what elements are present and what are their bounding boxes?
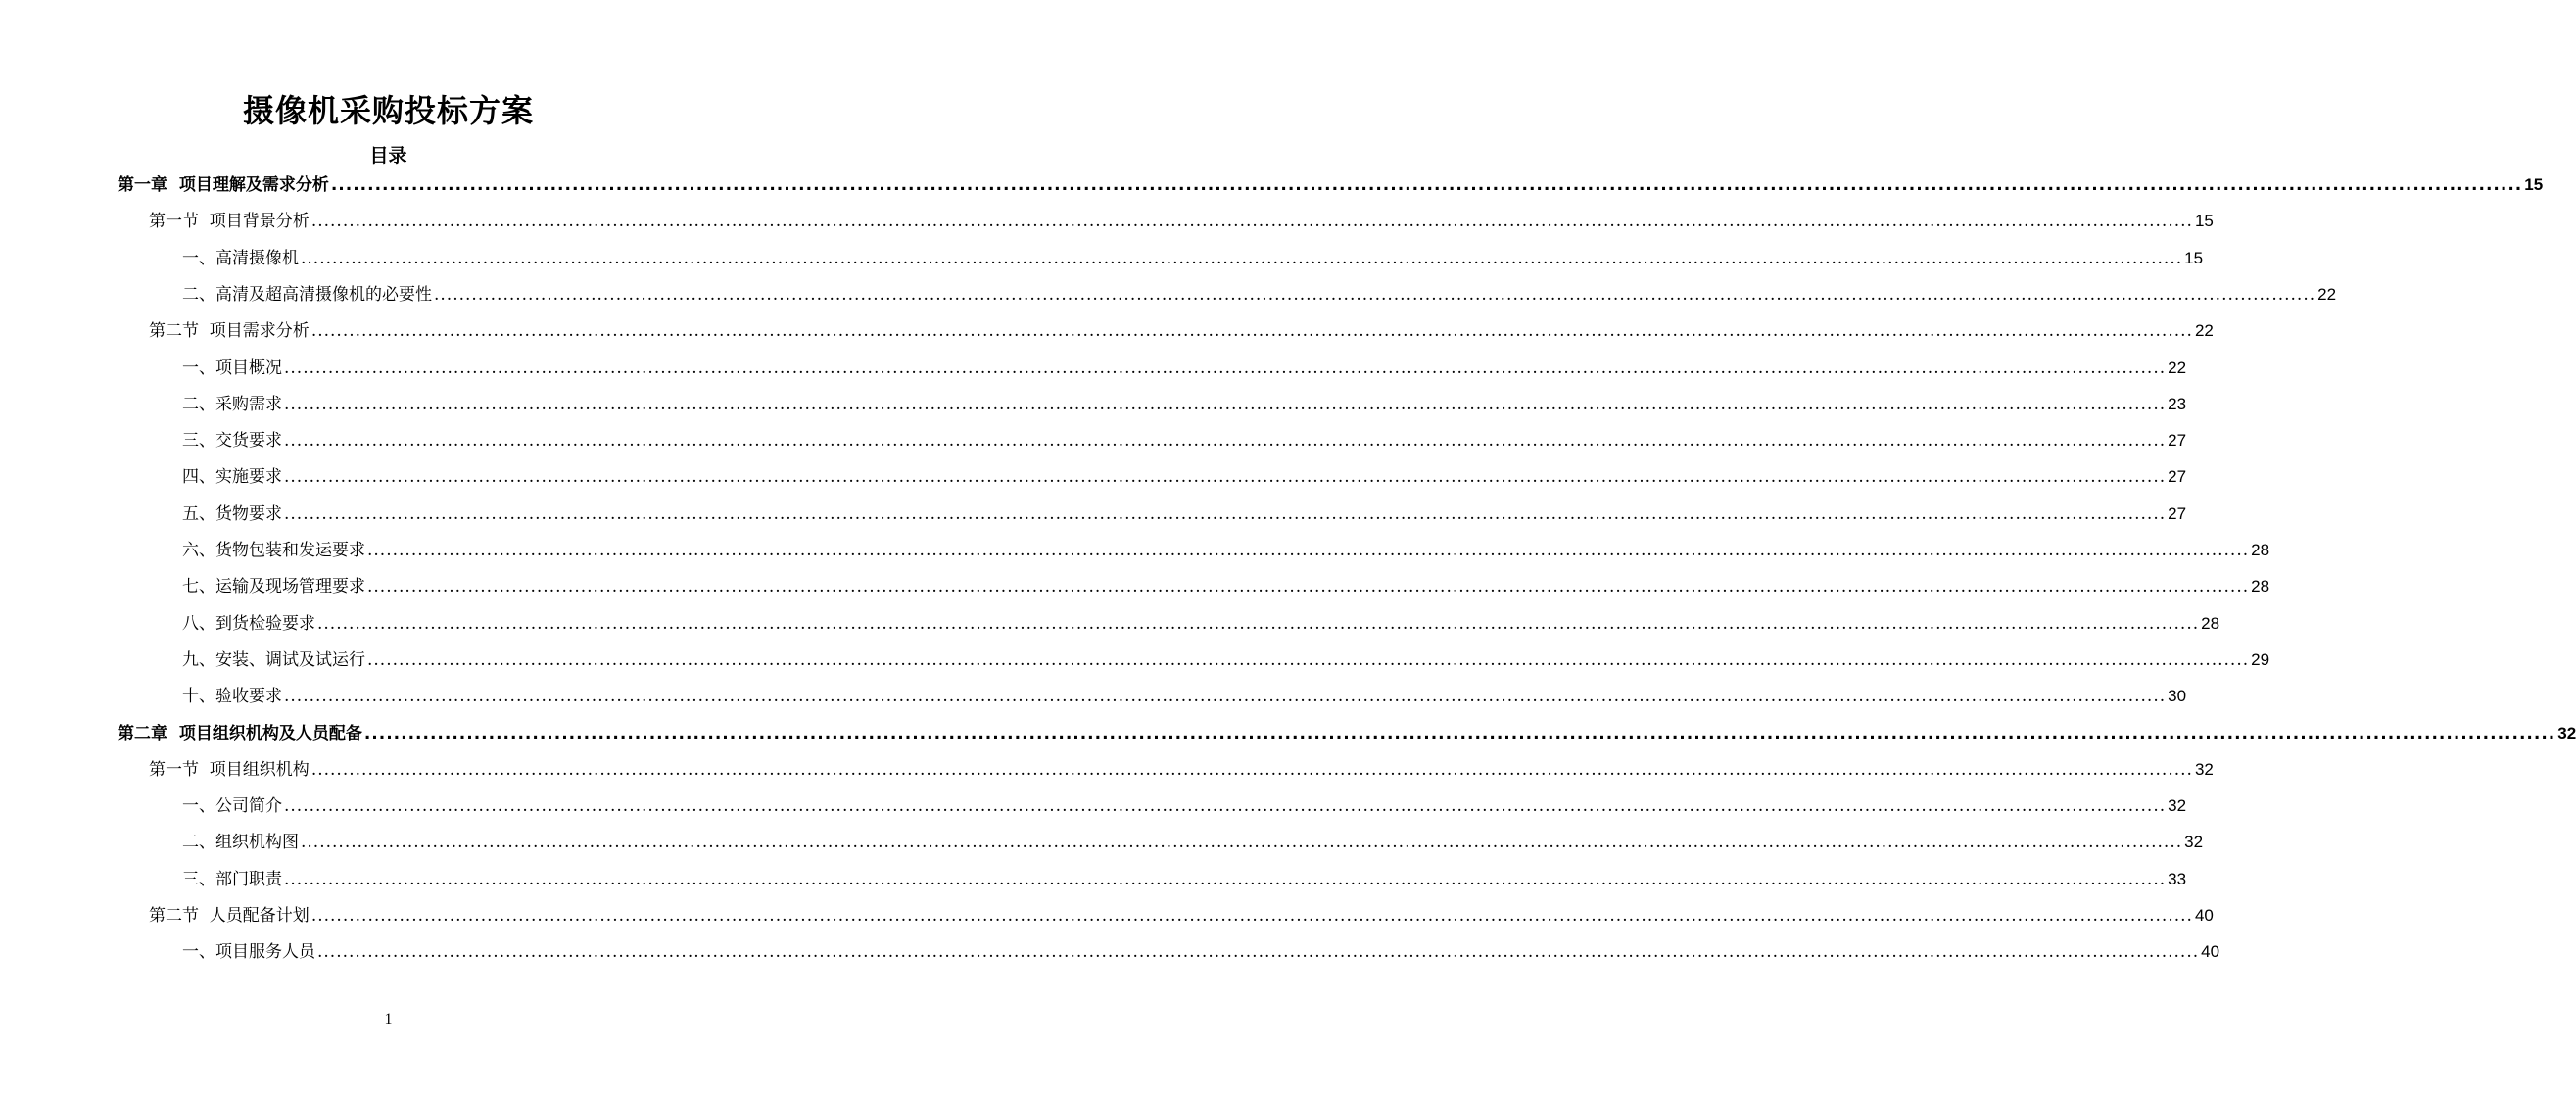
toc-subsection-entry[interactable] (182, 682, 2187, 711)
toc-dot-leader: ............................................................................................................................................................................................................................................................................................................ (310, 321, 2193, 342)
toc-section-entry[interactable] (149, 755, 2214, 785)
toc-entry-label: 一、公司简介 (182, 796, 282, 817)
toc-entry-page: 27 (2168, 467, 2187, 487)
toc-section-entry[interactable] (149, 316, 2214, 346)
toc-subsection-entry[interactable] (182, 536, 2270, 565)
toc-entry-page: 32 (2184, 833, 2204, 852)
toc-entry-page: 40 (2194, 906, 2214, 925)
toc-dot-leader: ............................................................................................................................................................................................................................................................................................................ (284, 687, 2167, 707)
toc-entry-page: 22 (2194, 321, 2214, 341)
toc-entry-label: 一、项目概况 (182, 358, 282, 378)
toc-subsection-entry[interactable] (182, 244, 2204, 273)
toc-entry-page: 27 (2168, 503, 2187, 523)
toc-entry-label: 第二节 人员配备计划 (149, 906, 310, 926)
toc-subsection-entry[interactable] (182, 462, 2187, 492)
toc-dot-leader: ............................................................................................................................................................................................................................................................................................................ (301, 833, 2183, 853)
toc-entry-label: 三、部门职责 (182, 869, 282, 889)
toc-section-entry[interactable] (149, 207, 2214, 236)
toc-entry-label: 二、高清及超高清摄像机的必要性 (182, 284, 432, 305)
toc-entry-page: 32 (2194, 759, 2214, 779)
toc-dot-leader: ............................................................................................................................................................................................................................................................................................................ (310, 212, 2193, 232)
toc-entry-page: 33 (2168, 869, 2187, 888)
toc-subsection-entry[interactable] (182, 828, 2204, 857)
toc-entry-label: 七、运输及现场管理要求 (182, 577, 365, 597)
toc-entry-label: 一、高清摄像机 (182, 248, 299, 268)
toc-dot-leader: ............................................................................................................................................................................................................................................................................................................ (284, 869, 2167, 889)
toc-entry-label: 九、安装、调试及试运行 (182, 649, 365, 670)
document-title: 摄像机采购投标方案 (242, 92, 534, 129)
toc-dot-leader: ............................................................................................................................................................................................................................................................................................................ (310, 906, 2193, 926)
toc-dot-leader: ............................................................................................................................................................................................................................................................................................................ (434, 284, 2316, 305)
toc-dot-leader: ............................................................................................................................................................................................................................................................................................................ (363, 723, 2556, 743)
toc-entry-label: 四、实施要求 (182, 467, 282, 488)
toc-subsection-entry[interactable] (182, 572, 2270, 601)
toc-dot-leader: ............................................................................................................................................................................................................................................................................................................ (367, 541, 2250, 560)
toc-entry-label: 一、项目服务人员 (182, 942, 315, 963)
toc-entry-page: 15 (2194, 212, 2214, 231)
toc-entry-label: 第一节 项目组织机构 (149, 759, 310, 780)
toc-subsection-entry[interactable] (182, 390, 2187, 419)
toc-dot-leader: ............................................................................................................................................................................................................................................................................................................ (284, 503, 2167, 524)
toc-subsection-entry[interactable] (182, 865, 2187, 894)
toc-dot-leader: ............................................................................................................................................................................................................................................................................................................ (310, 759, 2193, 780)
toc-entry-label: 第一节 项目背景分析 (149, 212, 310, 232)
toc-entry-page: 15 (2524, 175, 2544, 194)
toc-entry-label: 第二节 项目需求分析 (149, 321, 310, 342)
toc-dot-leader: ............................................................................................................................................................................................................................................................................................................ (301, 248, 2183, 268)
toc-subsection-entry[interactable] (182, 280, 2337, 310)
toc-dot-leader: ............................................................................................................................................................................................................................................................................................................ (284, 467, 2167, 488)
toc-entry-page: 40 (2201, 942, 2220, 962)
toc-subsection-entry[interactable] (182, 609, 2220, 639)
toc-dot-leader: ............................................................................................................................................................................................................................................................................................................ (367, 577, 2250, 597)
toc-entry-label: 第一章 项目理解及需求分析 (118, 175, 329, 195)
toc-entry-page: 15 (2184, 248, 2204, 267)
toc-dot-leader: ............................................................................................................................................................................................................................................................................................................ (284, 394, 2167, 414)
toc-subsection-entry[interactable] (182, 645, 2270, 675)
page-number: 1 (384, 1011, 393, 1027)
toc-entry-label: 五、货物要求 (182, 503, 282, 524)
toc-entry-label: 六、货物包装和发运要求 (182, 541, 365, 560)
toc-entry-page: 29 (2251, 649, 2270, 669)
toc-subsection-entry[interactable] (182, 354, 2187, 383)
toc-entry-label: 二、采购需求 (182, 394, 282, 414)
toc-chapter-entry[interactable] (118, 719, 2576, 748)
toc-entry-page: 28 (2251, 541, 2270, 559)
toc-entry-page: 32 (2557, 723, 2576, 742)
toc-subsection-entry[interactable] (182, 791, 2187, 821)
toc-dot-leader: ............................................................................................................................................................................................................................................................................................................ (284, 431, 2167, 452)
toc-entry-page: 28 (2201, 613, 2220, 633)
toc-dot-leader: ............................................................................................................................................................................................................................................................................................................ (284, 796, 2167, 817)
toc-subsection-entry[interactable] (182, 500, 2187, 529)
toc-dot-leader: ............................................................................................................................................................................................................................................................................................................ (317, 613, 2200, 634)
toc-subsection-entry[interactable] (182, 937, 2220, 967)
toc-entry-label: 八、到货检验要求 (182, 613, 315, 634)
toc-entry-page: 22 (2168, 358, 2187, 377)
toc-heading: 目录 (369, 145, 407, 167)
toc-dot-leader: ............................................................................................................................................................................................................................................................................................................ (284, 358, 2167, 378)
toc-entry-page: 22 (2317, 284, 2337, 304)
toc-entry-label: 二、组织机构图 (182, 833, 299, 853)
toc-entry-page: 32 (2168, 796, 2187, 816)
toc-entry-label: 三、交货要求 (182, 431, 282, 452)
toc-entry-page: 23 (2168, 394, 2187, 413)
toc-entry-label: 第二章 项目组织机构及人员配备 (118, 723, 362, 743)
toc-dot-leader: ............................................................................................................................................................................................................................................................................................................ (367, 649, 2250, 670)
toc-entry-page: 27 (2168, 431, 2187, 451)
toc-entry-page: 30 (2168, 687, 2187, 706)
toc-entry-page: 28 (2251, 577, 2270, 597)
toc-dot-leader: ............................................................................................................................................................................................................................................................................................................ (317, 942, 2200, 963)
toc-entry-label: 十、验收要求 (182, 687, 282, 707)
toc-chapter-entry[interactable] (118, 170, 2544, 200)
toc-subsection-entry[interactable] (182, 426, 2187, 455)
toc-dot-leader: ............................................................................................................................................................................................................................................................................................................ (330, 175, 2523, 195)
toc-section-entry[interactable] (149, 901, 2214, 931)
